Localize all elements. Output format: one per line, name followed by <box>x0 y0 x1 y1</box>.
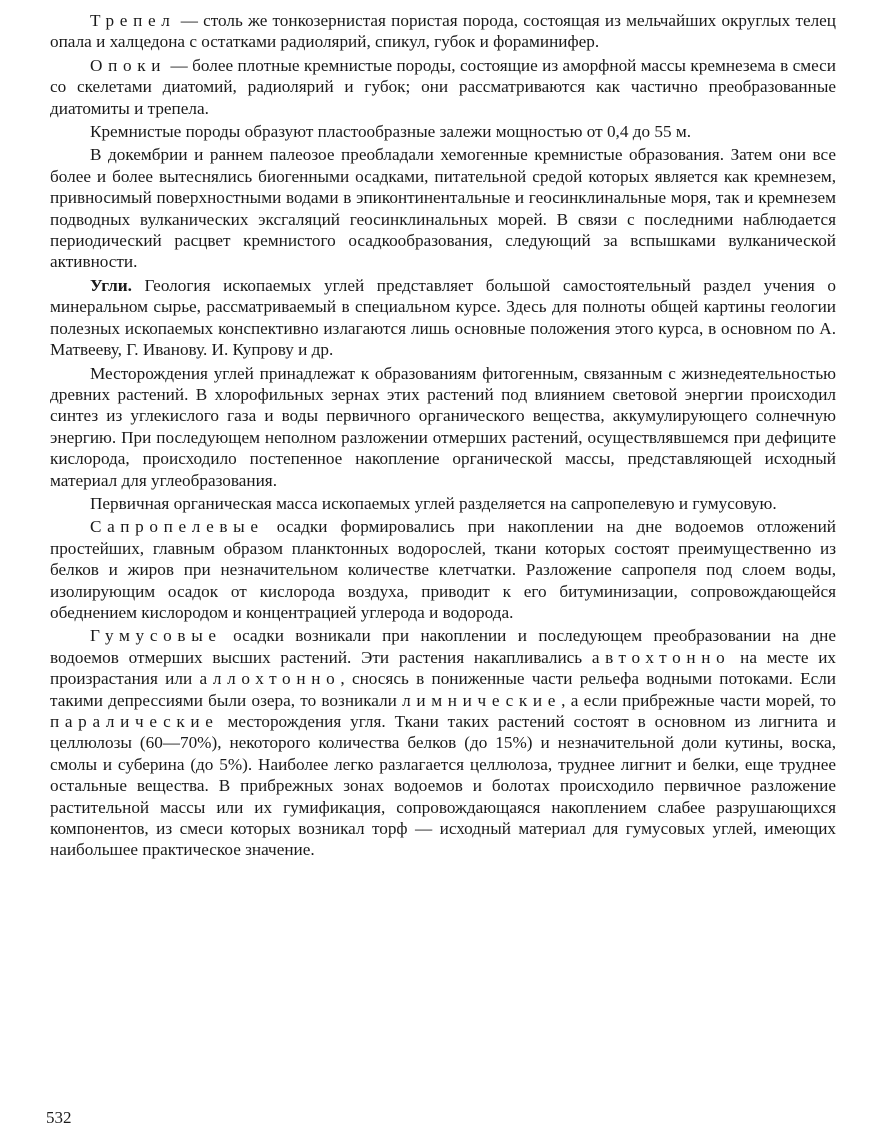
paragraph-primary-mass <box>50 493 836 514</box>
term-gumusovye: Гумусовые <box>90 626 222 646</box>
term-opoki: Опоки <box>90 55 167 75</box>
term-trepel: Трепел <box>90 11 176 30</box>
paragraph-text: на месте их произрастания или <box>50 647 836 689</box>
paragraph-text: осадки формировались при накоплении на дне водоемов отложений простейших, главным образом планктонных водорослей, ткани которых состоят преимущественно из белков и жиров при незначительном количестве клетчатки. Разложение сапропеля под слоем воды, изолирующим осадок от кислорода воздуха, приводит к его битуминизации, сопровождающейся обеднением кислородом и концентрацией углерода и водорода. <box>50 517 836 622</box>
paragraph-sapropel <box>50 516 836 623</box>
paragraph-text: , сносясь в пониженные части рельефа водными потоками. Если такими депрессиями были озера, то возникали <box>50 669 836 710</box>
paragraph-opoki <box>50 55 836 119</box>
paragraph-text: Месторождения углей принадлежат к образованиям фитогенным, связанным с жизнедеятельностью древних растений. В хлорофильных зернах этих растений под влиянием световой энергии происходил синтез из углекислого газа и воды первичного органического вещества, аккумулирующего солнечную энергию. При последующем неполном разложении отмерших растений, осуществлявшемся при дефиците кислорода, происходило постепенное накопление органической массы, представляющей исходный материал для углеобразования. <box>50 363 836 490</box>
paragraph-text: Геология ископаемых углей представляет большой самостоятельный раздел учения о минеральном сырье, рассматриваемый в специальном курсе. Здесь для полноты общей картины геологии полезных ископаемых конспективно излагаются лишь основные положения этого курса, в основном по А. Матвееву, Г. Иванову. И. Купрову и др. <box>50 275 836 360</box>
paragraph-text: осадки возникали при накоплении и последующем преобразовании на дне водоемов отмерших высших растений. Эти растения накапливались <box>50 626 836 667</box>
paragraph-text: — более плотные кремнистые породы, состоящие из аморфной массы кремнезема в смеси со скелетами диатомий, радиолярий и губок; они рассматриваются как частично преобразованные диатомиты и трепела. <box>50 55 836 118</box>
page-number: 532 <box>46 1108 72 1127</box>
paragraph-humus <box>50 625 836 860</box>
paragraph-text: , а если прибрежные части морей, то <box>561 690 836 710</box>
paragraph-ugli <box>50 275 836 361</box>
paragraph-deposits <box>50 363 836 491</box>
term-sapropelevye: Сапропелевые <box>90 517 264 537</box>
paragraph-precambrian <box>50 144 836 272</box>
page-body <box>50 10 836 861</box>
term-avtokhtonno: автохтонно <box>591 647 731 667</box>
paragraph-trepel <box>50 10 836 53</box>
paragraph-text: месторождения угля. Ткани таких растений состоят в основном из лигнита и целлюлозы (60—70%), некоторого количества белков (до 15%) и незначительной доли кутины, воска, смолы и суберина (до 5%). Наиболее легко разлагается целлюлоза, труднее лигнит и белки, еще труднее остальные вещества. В прибрежных зонах водоемов и болотах происходило первичное разложение растительной массы или их гумификация, сопровождающаяся накоплением слабее разрушающихся компонентов, из смеси которых возникал торф — исходный материал для гумусовых углей, имеющих наибольшее практическое значение. <box>50 712 836 860</box>
paragraph-text: В докембрии и раннем палеозое преобладали хемогенные кремнистые образования. Затем они все более и более вытеснялись биогенными осадками, питательной средой которых является как кремнезем, привносимый поверхностными водами в эпиконтинентальные и геосинклинальные моря, так и кремнезем подводных вулканических эксгаляций геосинклинальных морей. В связи с последними наблюдается периодический расцвет кремнистого осадкообразования, следующий за вспышками вулканической активности. <box>50 145 836 272</box>
paragraph-thickness <box>50 121 836 142</box>
section-heading-ugli: Угли. <box>90 275 132 295</box>
term-paralicheskie: паралические <box>50 712 219 731</box>
term-allokhtonno: аллохтонно <box>199 669 341 689</box>
paragraph-text: — столь же тонкозернистая пористая порода, состоящая из мельчайших округлых телец опала и халцедона с остатками радиолярий, спикул, губок и фораминифер. <box>50 11 836 52</box>
term-limnicheskie: лимнические <box>402 690 562 710</box>
paragraph-text: Первичная органическая масса ископаемых углей разделяется на сапропелевую и гумусовую. <box>90 493 777 513</box>
paragraph-text: Кремнистые породы образуют пластообразные залежи мощностью от 0,4 до 55 м. <box>90 122 692 142</box>
